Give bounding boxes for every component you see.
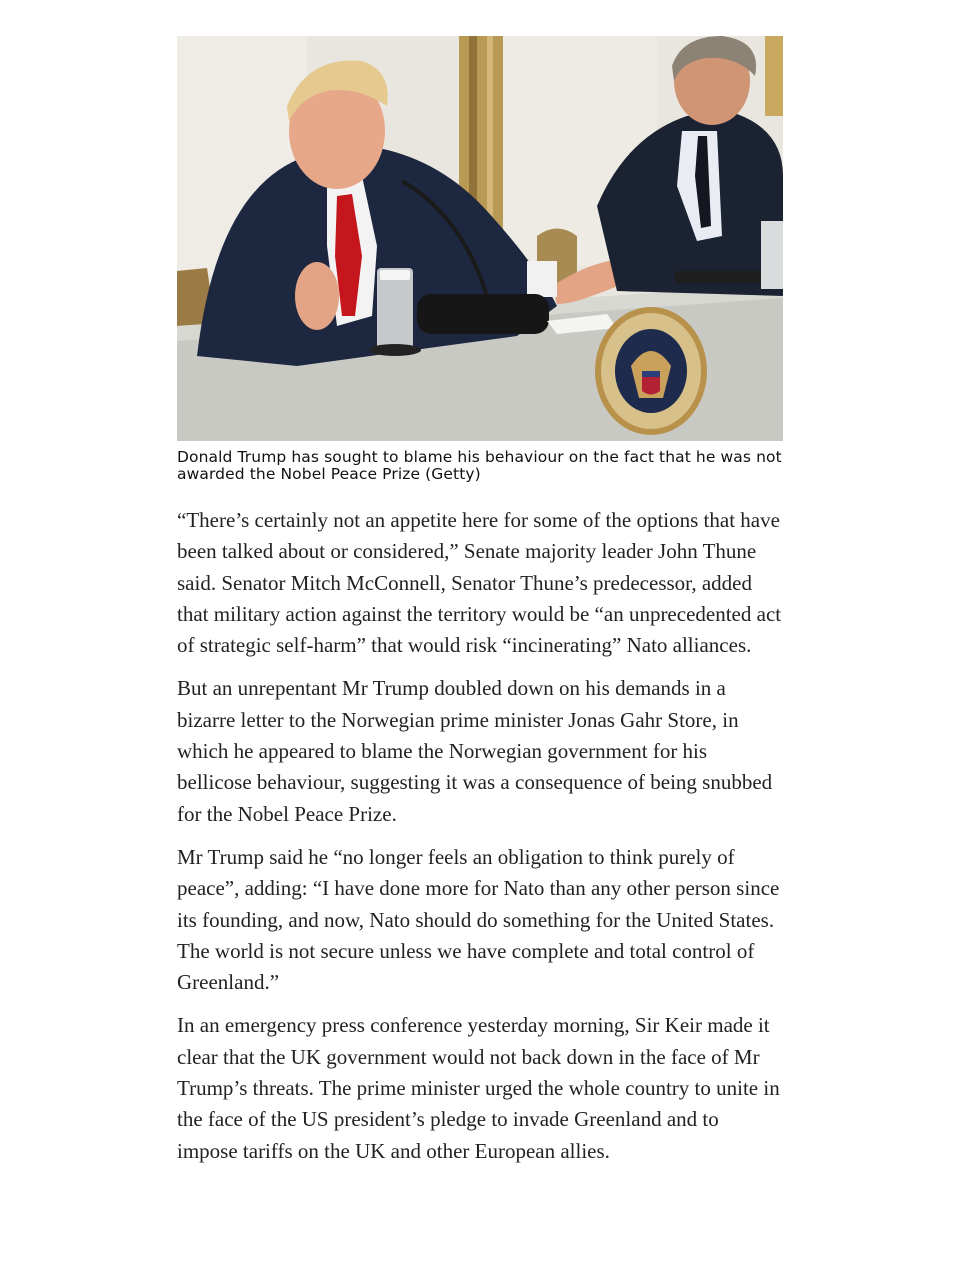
photo-glass-rim bbox=[380, 270, 410, 280]
photo-glass bbox=[377, 268, 413, 350]
photo-gold-edge bbox=[765, 36, 783, 116]
paragraph-2: But an unrepentant Mr Trump doubled down on his demands in a bizarre letter to the Norwegian prime minister Jonas Gahr Store, in which he appeared to blame the Norwegian government for his bellicose behaviour, suggesting it was a consequence of being snubbed for the Nobel Peace Prize. bbox=[177, 676, 773, 826]
photo-hand-left bbox=[295, 262, 339, 330]
photo-tablet bbox=[675, 271, 775, 283]
photo-cuff bbox=[527, 261, 557, 297]
photo-mic-base bbox=[417, 294, 549, 334]
photo-presidential-seal bbox=[595, 307, 707, 435]
article-photo bbox=[177, 36, 783, 441]
paragraph-1: “There’s certainly not an appetite here for some of the options that have been talked about or considered,” Senate majority leader John Thune said. Senator Mitch McConnell, Senator Thune’s predecessor, added that military action against the territory would be “an unprecedented act of strategic self-harm” that would risk “incinerating” Nato alliances. bbox=[177, 508, 782, 658]
paragraph-3: Mr Trump said he “no longer feels an obligation to think purely of peace”, adding: “I have done more for Nato than any other person since its founding, and now, Nato should do something for the United States. The world is not secure unless we have complete and total control of Greenland.” bbox=[177, 844, 780, 995]
photo-glass-right bbox=[761, 221, 783, 289]
article bbox=[177, 36, 783, 1179]
photo-coaster bbox=[369, 344, 421, 356]
photo-caption: Donald Trump has sought to blame his behaviour on the fact that he was not awarded the Nobel Peace Prize (Getty) bbox=[177, 448, 782, 483]
paragraph-4: In an emergency press conference yesterday morning, Sir Keir made it clear that the UK government would not back down in the face of Mr Trump’s threats. The prime minister urged the whole country to unite in the face of the US president’s pledge to invade Greenland and to impose tariffs on the UK and other European allies. bbox=[177, 1013, 780, 1163]
article-body bbox=[177, 505, 783, 1167]
